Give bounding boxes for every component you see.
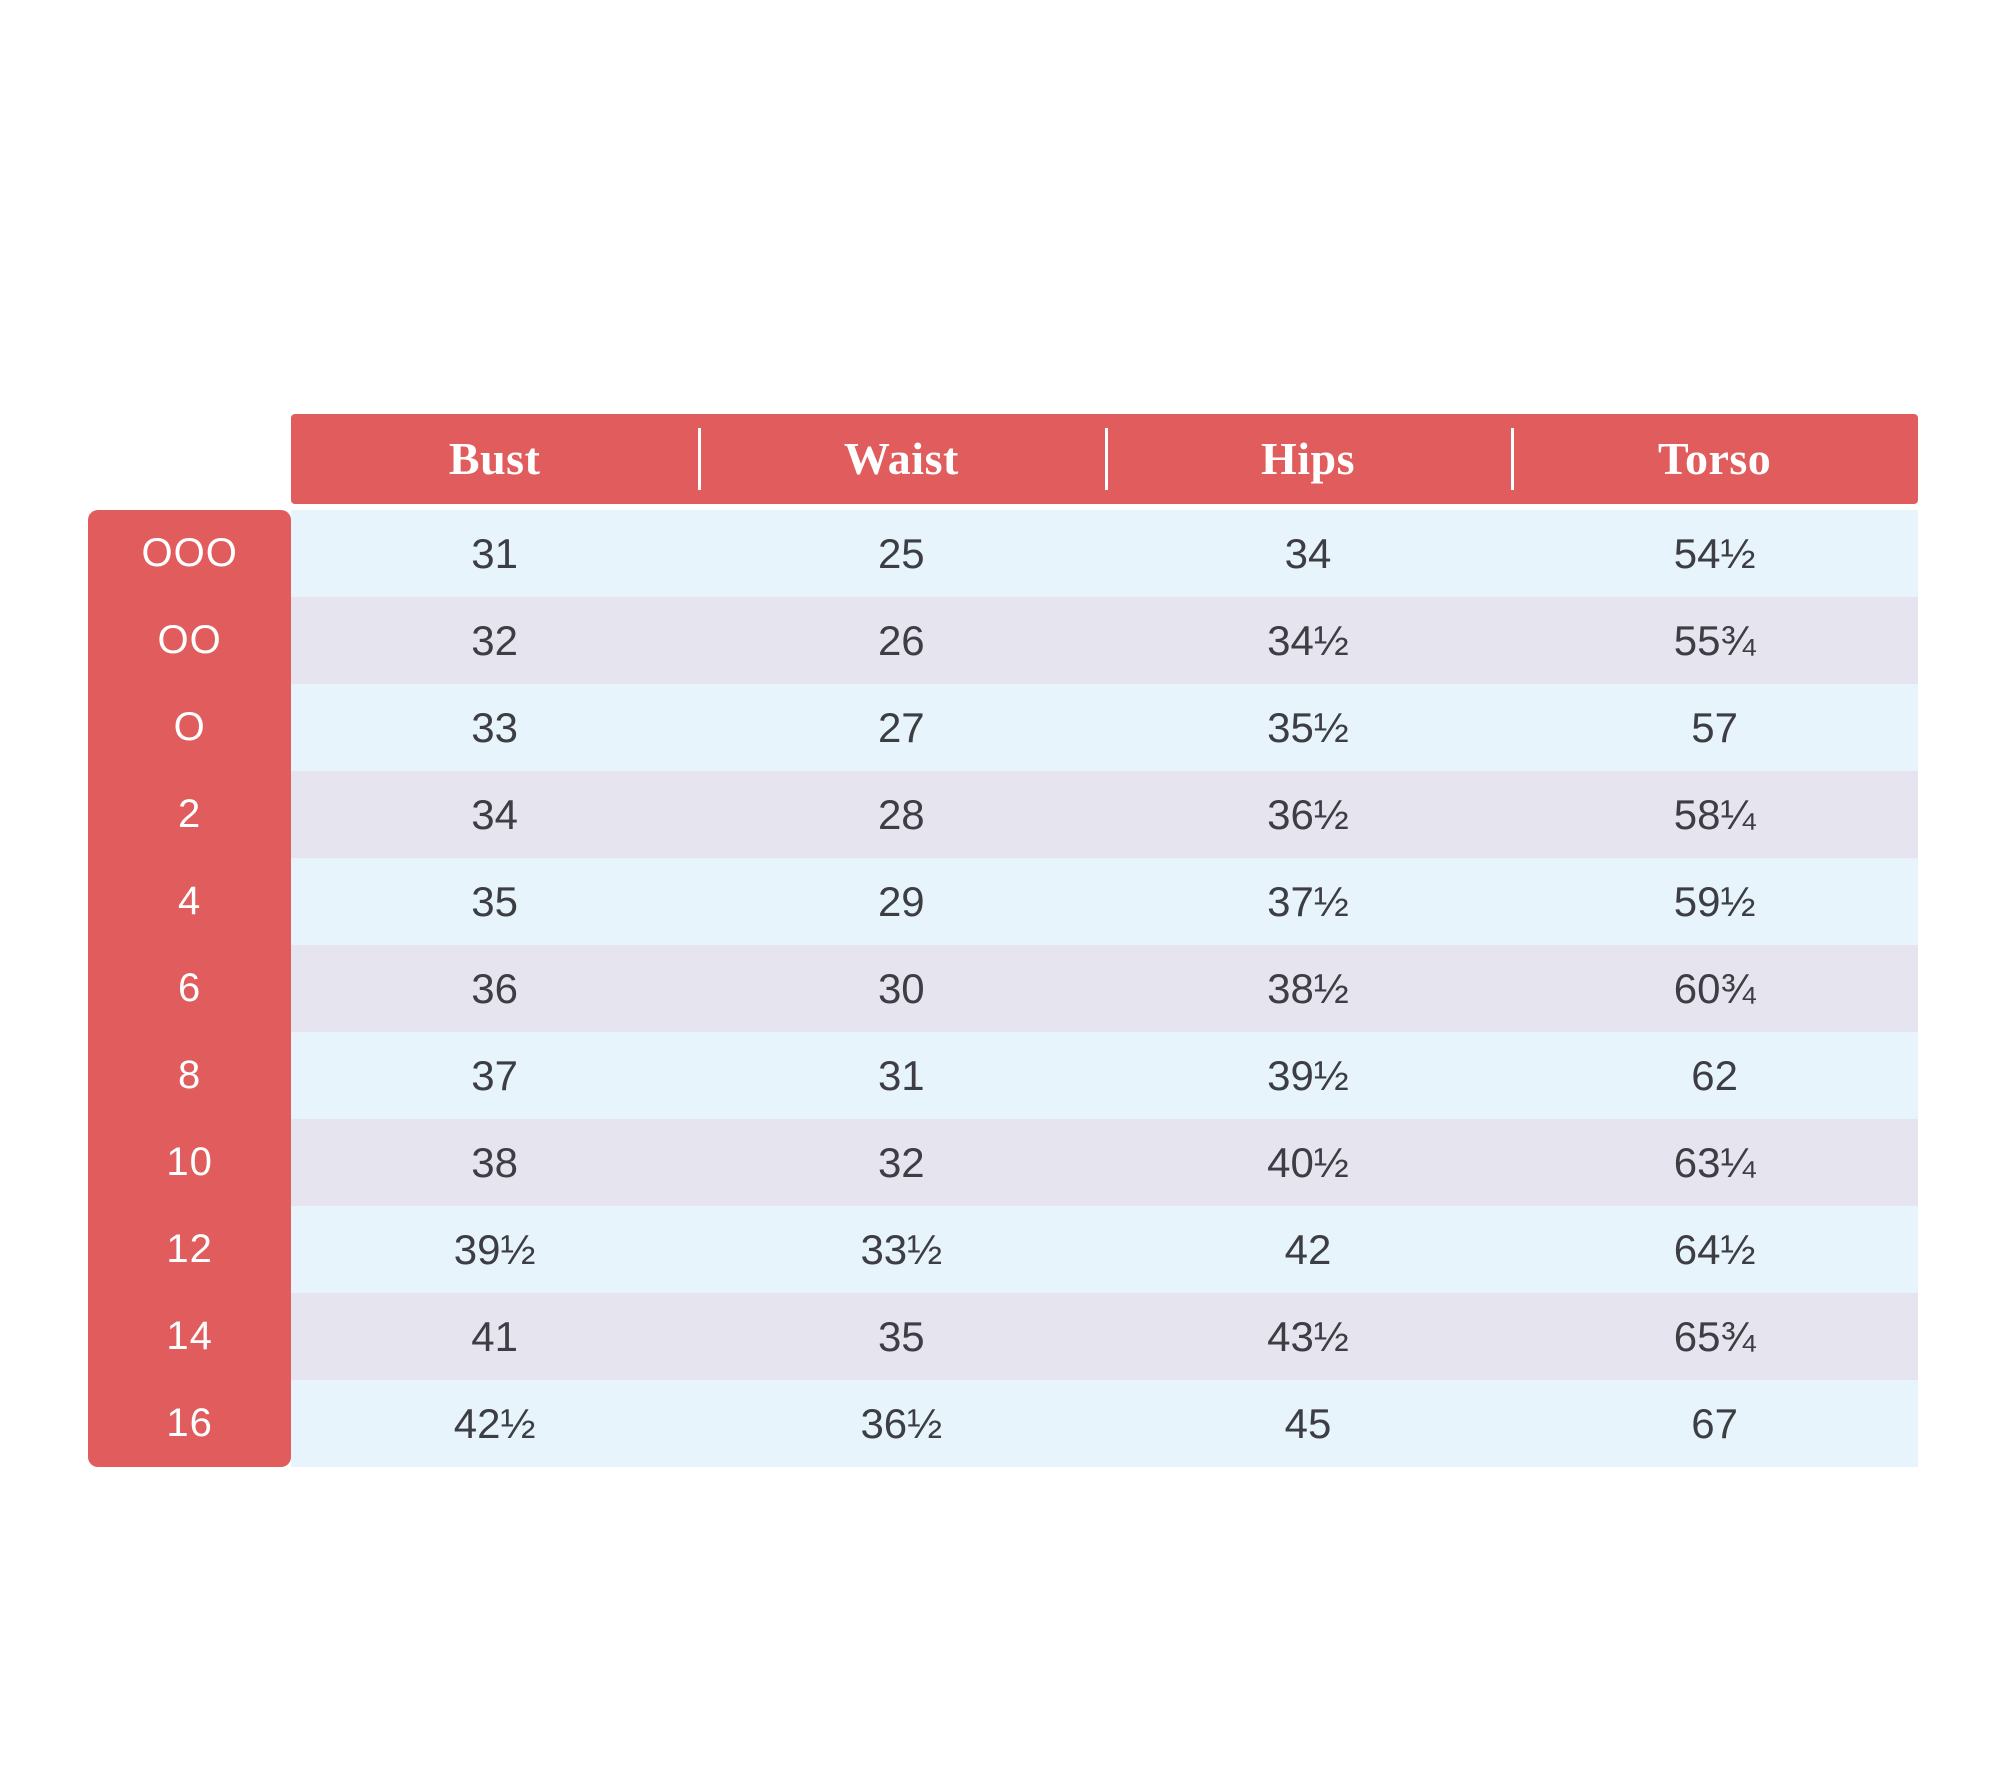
cell-waist: 31 bbox=[698, 1032, 1105, 1119]
header-row bbox=[88, 414, 1918, 504]
row-size-label: 4 bbox=[88, 858, 291, 945]
cell-waist: 36½ bbox=[698, 1380, 1105, 1467]
cell-torso: 58¼ bbox=[1511, 771, 1918, 858]
table-row bbox=[88, 510, 1918, 597]
header-divider bbox=[1105, 428, 1108, 490]
cell-torso: 55¾ bbox=[1511, 597, 1918, 684]
header-divider bbox=[1511, 428, 1514, 490]
column-header-waist bbox=[698, 414, 1105, 504]
cell-hips: 36½ bbox=[1105, 771, 1512, 858]
cell-hips: 39½ bbox=[1105, 1032, 1512, 1119]
cell-torso: 64½ bbox=[1511, 1206, 1918, 1293]
header-corner-cell bbox=[88, 414, 291, 504]
cell-waist: 30 bbox=[698, 945, 1105, 1032]
cell-bust: 39½ bbox=[291, 1206, 698, 1293]
header-divider bbox=[698, 428, 701, 490]
cell-hips: 43½ bbox=[1105, 1293, 1512, 1380]
row-size-label: OO bbox=[88, 597, 291, 684]
table-row bbox=[88, 597, 1918, 684]
table-row bbox=[88, 1206, 1918, 1293]
column-header-torso bbox=[1511, 414, 1918, 504]
cell-hips: 35½ bbox=[1105, 684, 1512, 771]
table-header bbox=[88, 414, 1918, 510]
cell-torso: 60¾ bbox=[1511, 945, 1918, 1032]
cell-hips: 38½ bbox=[1105, 945, 1512, 1032]
table-row bbox=[88, 1380, 1918, 1467]
column-header-bust bbox=[291, 414, 698, 504]
table-row bbox=[88, 684, 1918, 771]
row-size-label: 16 bbox=[88, 1380, 291, 1467]
row-size-label: 6 bbox=[88, 945, 291, 1032]
cell-torso: 63¼ bbox=[1511, 1119, 1918, 1206]
cell-bust: 32 bbox=[291, 597, 698, 684]
row-size-label: 12 bbox=[88, 1206, 291, 1293]
cell-waist: 35 bbox=[698, 1293, 1105, 1380]
cell-waist: 28 bbox=[698, 771, 1105, 858]
cell-torso: 67 bbox=[1511, 1380, 1918, 1467]
row-size-label: 10 bbox=[88, 1119, 291, 1206]
table-row bbox=[88, 1293, 1918, 1380]
cell-bust: 36 bbox=[291, 945, 698, 1032]
row-size-label: O bbox=[88, 684, 291, 771]
cell-hips: 37½ bbox=[1105, 858, 1512, 945]
cell-bust: 31 bbox=[291, 510, 698, 597]
column-header-bust-label: Bust bbox=[448, 433, 541, 484]
cell-bust: 37 bbox=[291, 1032, 698, 1119]
cell-torso: 59½ bbox=[1511, 858, 1918, 945]
cell-torso: 54½ bbox=[1511, 510, 1918, 597]
column-header-hips-label: Hips bbox=[1260, 433, 1355, 484]
cell-waist: 27 bbox=[698, 684, 1105, 771]
cell-torso: 62 bbox=[1511, 1032, 1918, 1119]
cell-bust: 34 bbox=[291, 771, 698, 858]
cell-hips: 42 bbox=[1105, 1206, 1512, 1293]
cell-waist: 32 bbox=[698, 1119, 1105, 1206]
cell-hips: 34½ bbox=[1105, 597, 1512, 684]
cell-hips: 45 bbox=[1105, 1380, 1512, 1467]
cell-waist: 25 bbox=[698, 510, 1105, 597]
column-header-torso-label: Torso bbox=[1658, 433, 1772, 484]
row-size-label: 14 bbox=[88, 1293, 291, 1380]
table-body bbox=[88, 510, 1918, 1467]
column-header-waist-label: Waist bbox=[843, 433, 959, 484]
cell-hips: 34 bbox=[1105, 510, 1512, 597]
cell-bust: 35 bbox=[291, 858, 698, 945]
table-row bbox=[88, 1032, 1918, 1119]
cell-torso: 57 bbox=[1511, 684, 1918, 771]
row-size-label: OOO bbox=[88, 510, 291, 597]
cell-bust: 41 bbox=[291, 1293, 698, 1380]
table-row bbox=[88, 1119, 1918, 1206]
cell-waist: 26 bbox=[698, 597, 1105, 684]
cell-bust: 42½ bbox=[291, 1380, 698, 1467]
size-chart-table bbox=[88, 414, 1918, 1467]
column-header-hips bbox=[1105, 414, 1512, 504]
table-row bbox=[88, 771, 1918, 858]
cell-hips: 40½ bbox=[1105, 1119, 1512, 1206]
size-chart-table-container bbox=[88, 414, 1918, 1467]
cell-bust: 33 bbox=[291, 684, 698, 771]
row-size-label: 8 bbox=[88, 1032, 291, 1119]
table-row bbox=[88, 945, 1918, 1032]
cell-bust: 38 bbox=[291, 1119, 698, 1206]
cell-waist: 33½ bbox=[698, 1206, 1105, 1293]
cell-torso: 65¾ bbox=[1511, 1293, 1918, 1380]
row-size-label: 2 bbox=[88, 771, 291, 858]
table-row bbox=[88, 858, 1918, 945]
cell-waist: 29 bbox=[698, 858, 1105, 945]
